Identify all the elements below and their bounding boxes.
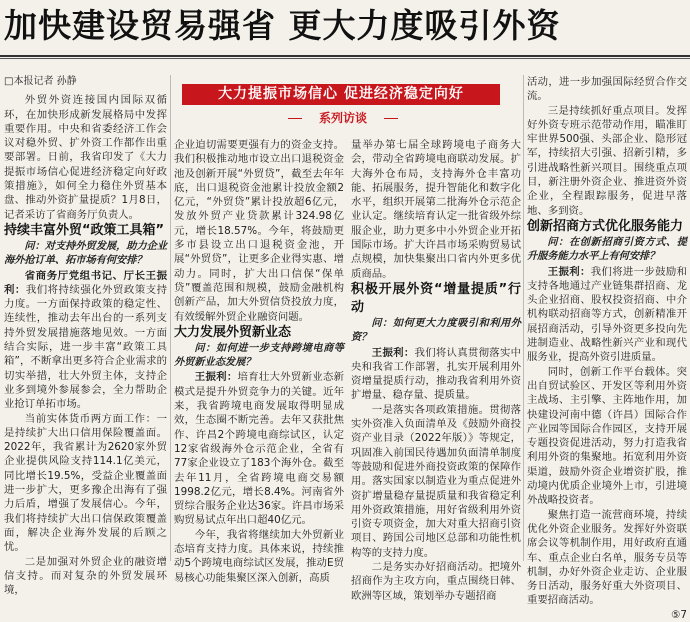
paragraph: 三是持续抓好重点项目。发挥好外资专班示范带动作用，瞄准盯牢世界500强、头部企业、隐形冠军，持续招大引强、招新引精，多引进战略性新兴项目。围绕重点项目，新注册外资企业、推进资外资企业，全程跟踪服务，促进早落地、多到资。 [527, 104, 687, 217]
series-label: 系列访谈 [300, 109, 386, 127]
question-3: 问：如何更大力度吸引和利用外资？ [351, 317, 521, 344]
question-1: 问：对支持外贸发展，助力企业海外抢订单、拓市场有何安排？ [4, 240, 168, 267]
question-2: 问：如何进一步支持跨境电商等外贸新业态发展？ [174, 342, 344, 369]
section-banner: 大力提振市场信心 促进经济稳定向好 [182, 84, 500, 105]
paragraph: 量举办第七届全球跨境电子商务大会，带动全省跨境电商联动发展。扩大海外仓布局，支持海外仓丰富功能、拓展服务，提升智能化和数字化水平，组织开展第二批海外仓示范企业认定。继续培育认定一批省级外综服企业，助力更多中小外贸企业开拓国际市场。扩大许昌市场采购贸易试点规模，加快集聚出口省内外更多优质商品。 [351, 139, 521, 280]
article-column-2 [174, 138, 345, 584]
intro-paragraph: 外贸外资连接国内国际双循环，在加快形成新发展格局中发挥重要作用。中央和省委经济工作会议对稳外贸、扩外资工作都作出重要部署。日前，我省印发了《大力提振市场信心促进经济稳定向好政策措施》，如何全力稳住外贸基本盘、推动外资扩量提质？1月8日，记者采访了省商务厅负责人。 [4, 94, 167, 221]
answer-4-speaker: 王振利： [547, 265, 591, 278]
paragraph: 今年，我省将继续加大外贸新业态培育支持力度。具体来说，持续推动5个跨境电商综试区发展，推动E贸易核心功能集聚区深入创新，高质 [174, 528, 344, 584]
paragraph: 二是加强对外贸企业的融资增信支持。而对复杂的外贸发展环境， [4, 555, 167, 597]
paragraph: 同时，创新工作平台载体。突出自贸试验区、开发区等利用外资主战场、主引擎、主阵地作用，加快建设河南中德（许昌）国际合作产业园等国际合作园区，支持开展专题投资促进活动，努力打造我省利用外资的集聚地。拓宽利用外资渠道，鼓励外资企业增资扩股，推动境内优质企业境外上市，引进境外战略投资者。 [527, 365, 687, 507]
article-column-3 [351, 138, 522, 602]
answer-4-text: 我们将进一步鼓励和支持各地通过产业链集群招商、龙头企业招商、股权投资招商、中介机构联动招商等方式，创新精准开展招商活动，引导外资更多投向先进制造业、战略性新兴产业和现代服务业，提高外资引进质量。 [527, 265, 687, 364]
column-divider [170, 75, 171, 561]
headline-rule-thin [0, 58, 690, 59]
article-column-1 [4, 75, 168, 597]
answer-3-speaker: 王振利： [371, 346, 415, 359]
section-heading-3: 积极开展外资“增量提质”行动 [351, 281, 521, 315]
article-column-4 [527, 75, 687, 621]
paragraph: 活动，进一步加强国际经贸合作交流。 [527, 76, 687, 103]
section-heading-1: 持续丰富外贸“政策工具箱” [4, 222, 165, 238]
paragraph: 企业迫切需要更强有力的资金支持。我们积极推动地市设立出口退税资金池及创新开展“外贸贷”，截至去年年底，出口退税资金池累计投放金额2亿元，“外贸贷”累计投放超6亿元，发放外贸产业贷款累计324.98亿元，增长18.57%。今年，将鼓励更多市县设立出口退税资金池，开展“外贸贷”，让更多企业得实惠、增动力。同时，扩大出口信保“保单贷”覆盖范围和规模，鼓励金融机构创新产品，加大外贸信贷投放力度，有效缓解外贸企业融资问题。 [174, 139, 344, 323]
paragraph: 一是落实各项政策措施。贯彻落实外资准入负面清单及《鼓励外商投资产业目录（2022年版）》等规定，巩固准入前国民待遇加负面清单制度等鼓励和促进外商投资政策的保障作用。落实国家以制造业为重点促进外资扩增量稳存量提质量和我省稳定利用外资政策措施，用好省级利用外资引资专项资金，加大对重大招商引资项目、跨国公司地区总部和功能性机构等的支持力度。 [351, 403, 521, 559]
paragraph: 二是务实办好招商活动。把境外招商作为主攻方向，重点围绕日韩、欧洲等区域，策划举办专题招商 [351, 561, 521, 602]
question-4: 问：在创新招商引资方式、提升服务能力水平上有何安排？ [527, 236, 687, 263]
answer-1-speaker: 省商务厅党组书记、厅长王振利： [4, 269, 167, 296]
section-heading-2: 大力发展外贸新业态 [174, 324, 292, 340]
section-heading-4: 创新招商方式优化服务能力 [527, 218, 684, 234]
column-divider [523, 75, 524, 561]
paragraph: 当前实体货币两方面工作：一是持续扩大出口信用保险覆盖面。2022年，我省累计为2620家外贸企业提供风险支持114.1亿美元，同比增长19.5%，受益企业覆盖面进一步扩大，更多豫企出海有了强力后盾，增强了发展信心。今年，我们将持续扩大出口信保政策覆盖面，解决企业海外发展的后顾之忧。 [4, 412, 167, 554]
answer-2-speaker: 王振利： [194, 371, 238, 384]
end-mark: ⑤7 [671, 608, 687, 621]
answer-3-text: 我们将认真贯彻落实中央和我省工作部署，扎实开展利用外资增量提质行动，推动我省利用外资扩增量、稳存量、提质量。 [351, 346, 522, 402]
answer-2-text: 培育壮大外贸新业态新模式是提升外贸竞争力的关键。近年来，我省跨境电商发展取得明显成效，生态圈不断完善。去年又获批焦作、许昌2个跨境电商综试区，认定12家省级海外仓示范企业，全省有77家企业设立了183个海外仓。截至去年11月，全省跨境电商交易额1998.2亿元，增长8.4%。河南省外贸综合服务企业达36家。许昌市场采购贸易试点年出口超40亿元。 [174, 371, 345, 527]
page-headline: 加快建设贸易强省 更大力度吸引外资 [4, 6, 561, 45]
paragraph: 聚焦打造一流营商环境，持续优化外资企业服务。发挥好外资联席会议等机制作用，用好政府直通车、重点企业白名单，服务专员等机制，办好外资企业走访、企业服务日活动，服务好重大外资项目、重要招商活动。 [527, 508, 687, 607]
headline-rule [0, 55, 690, 57]
answer-1-text: 我们将持续强化外贸政策支持力度。一方面保持政策的稳定性、连续性，推动去年出台的一系列支持外贸发展措施落地见效。一方面结合实际，进一步丰富“政策工具箱”，不断拿出更多符合企业需求的切实举措，壮大外贸主体，支持企业多到境外参展参会，全力帮助企业抢订单拓市场。 [4, 283, 168, 411]
byline: □本报记者 孙静 [4, 76, 77, 87]
